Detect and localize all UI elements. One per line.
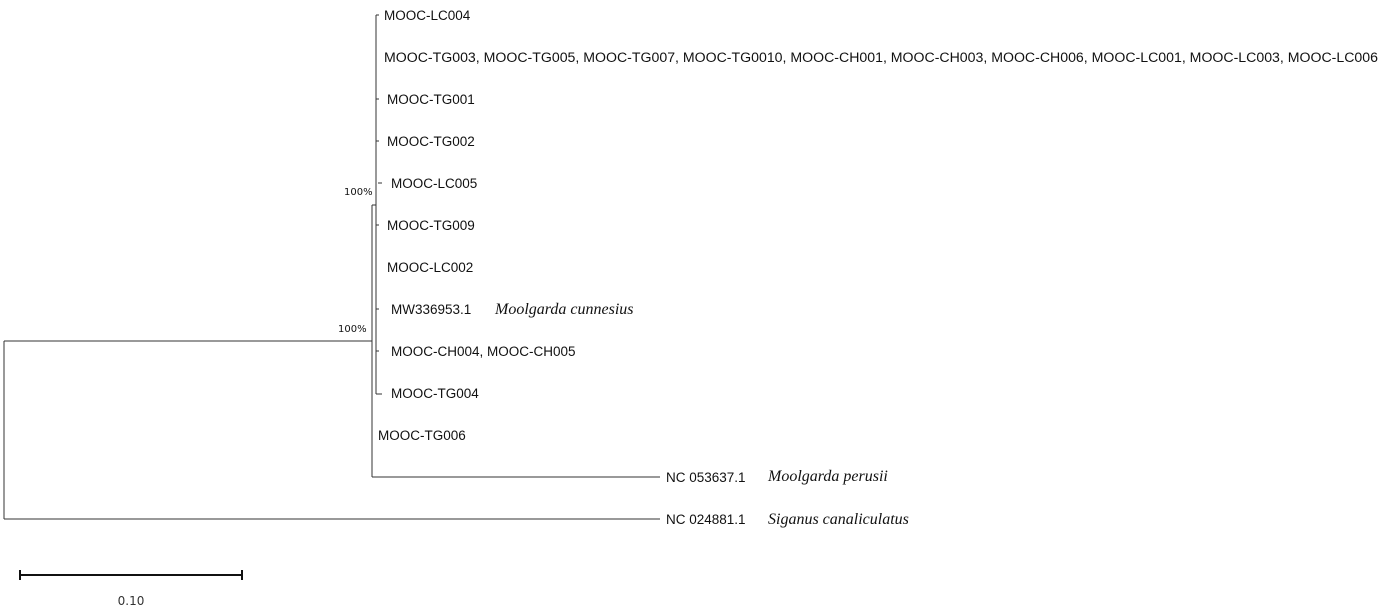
tip-label-tg009: MOOC-TG009: [387, 218, 475, 233]
tip-label-lc004: MOOC-LC004: [384, 8, 471, 23]
tip-label-lc002: MOOC-LC002: [387, 260, 474, 275]
tip-label-ch004: MOOC-CH004, MOOC-CH005: [391, 344, 576, 359]
tip-label-mw: MW336953.1: [391, 302, 472, 317]
species-label-cunnesius: Moolgarda cunnesius: [495, 301, 634, 318]
tip-label-group: MOOC-TG003, MOOC-TG005, MOOC-TG007, MOOC-TG0010, MOOC-CH001, MOOC-CH003, MOOC-CH006, MOOC-LC001, MOOC-LC003, MOOC-LC006: [384, 50, 1378, 65]
tip-label-nc053: NC 053637.1: [666, 470, 746, 485]
scale-bar: [20, 570, 242, 608]
tip-label-nc024: NC 024881.1: [666, 512, 746, 527]
tip-label-lc005: MOOC-LC005: [391, 176, 478, 191]
tip-label-tg001: MOOC-TG001: [387, 92, 475, 107]
tip-label-tg006: MOOC-TG006: [378, 428, 466, 443]
species-label-siganus: Siganus canaliculatus: [768, 511, 909, 528]
support-value-outer: 100%: [338, 324, 367, 335]
tip-label-tg004: MOOC-TG004: [391, 386, 479, 401]
support-value-inner: 100%: [344, 187, 373, 198]
species-label-perusii: Moolgarda perusii: [768, 468, 888, 485]
tip-label-tg002: MOOC-TG002: [387, 134, 475, 149]
scale-bar-label: 0.10: [117, 594, 145, 608]
